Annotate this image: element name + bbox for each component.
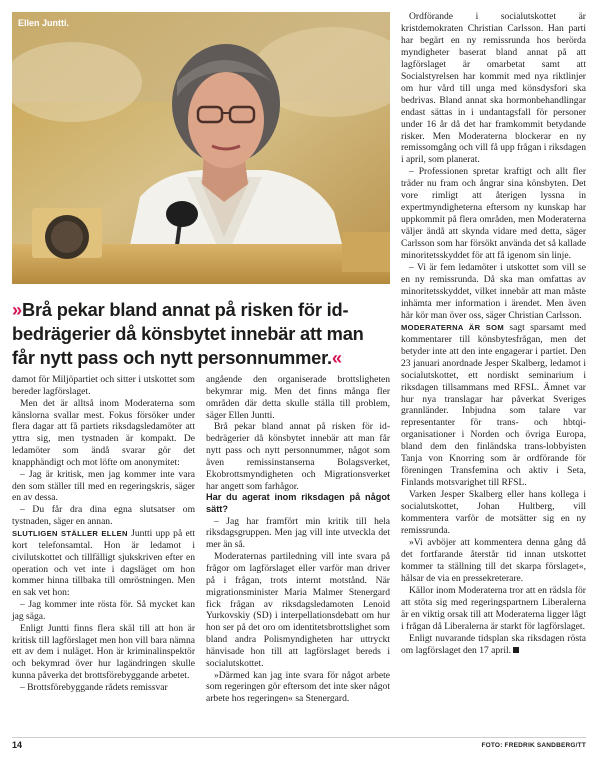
article-paragraph: – Vi är fem ledamöter i utskottet som vill se en ny remissrunda. Då ska man omfattas av minoritetsskyddet, vilket innebär att man måste inhämta mer information i ärendet. Men även här kör man över oss, säger Christian Carlsson.	[401, 262, 586, 321]
article-paragraph: – Du får dra dina egna slutsatser om tystnaden, säger en annan.	[12, 504, 195, 528]
article-column-3	[401, 11, 586, 656]
footer-rule	[12, 737, 586, 738]
paragraph-text: Enligt nuvarande tidsplan ska riksdagen rösta om lagförslaget den 17 april.	[401, 632, 586, 656]
article-paragraph: – Brottsförebyggande rådets remissvar	[20, 681, 168, 693]
article-paragraph: »Vi avböjer att kommentera denna gång då det fortfarande återstår tid innan utskottet kommer ta ställning till det skarpa förslaget«, hälsar de via en pressekreterare.	[401, 536, 586, 584]
article-paragraph: – Jag kommer inte rösta för. Så mycket kan jag säga.	[12, 599, 195, 622]
article-paragraph: Källor inom Moderaterna tror att en rädsla för att stöta sig med regeringspartnern Liberalerna är en viktig orsak till att Moderaterna ligger lågt i frågan då Liberalerna är starkt för lagförslaget.	[401, 584, 586, 632]
article-paragraph: Brå pekar bland annat på risken för id-bedrägerier då könsbytet innebär att man får nytt pass och nytt personnummer, något som även remissinstanserna Bolagsverket, Ekobrottsmyndigheten och Migrationsverket har angett som farhågor.	[206, 421, 390, 492]
article-paragraph: – Jag är kritisk, men jag kommer inte vara den som ställer till med en regeringskris, säger en av dessa.	[12, 468, 195, 504]
paragraph-text: Juntti upp på ett kort telefonsamtal. Hon är ledamot i civilutskottet och tillfälligt sjukskriven efter en operation och vet inte i dagsläget om hon kommer hinna tillbaka till omröstningen. Men en sak vet hon:	[12, 527, 195, 599]
end-mark-icon	[513, 647, 519, 653]
article-paragraph: damot för Miljöpartiet och sitter i utskottet som bereder lagförslaget.	[12, 374, 195, 397]
section-lead-in: SLUTLIGEN STÄLLER ELLEN	[12, 528, 128, 538]
article-paragraph: Moderaternas partiledning vill inte svara på frågor om lagförslaget eller varför man driver på i frågan, trots internt motstånd. När migrationsminister Maria Malmer Stenergard fick frågan av riksdagsledamoten Lenoid Yurkovskiy (SD) i interpellationsdebatt om hur hon ser på det oro om identitetsbrottslighet som bland andra Polismyndigheten har uttryckt hänvisade hon till att lagförslaget bereds i socialutskottet.	[206, 551, 390, 669]
interview-question: Har du agerat inom riksdagen på något sätt?	[206, 492, 390, 515]
section-lead-in: MODERATERNA ÄR SOM	[401, 322, 504, 332]
pull-quote-text: Brå pekar bland annat på risken för id-bedrägerier då könsbytet innebär att man får nytt pass och nytt personnummer.	[12, 299, 364, 368]
photo-caption-tag: Ellen Juntti.	[18, 18, 70, 28]
article-paragraph	[401, 322, 586, 489]
article-column-2	[206, 374, 390, 705]
article-paragraph: »Därmed kan jag inte svara för något arbete som regeringen gör eftersom det inte sker något arbete hos regeringen« sa Stenergard.	[206, 669, 390, 705]
quote-close-mark: «	[331, 347, 342, 368]
paragraph-text: angående den organiserade brottsligheten bekymrar mig. Men det finns många fler områden där detta skulle ställa till problem, säger Ellen Juntti.	[206, 374, 390, 421]
portrait-photo	[12, 12, 390, 284]
page-number: 14	[12, 740, 23, 750]
article-paragraph	[12, 528, 195, 599]
portrait-image	[12, 12, 390, 284]
article-paragraph	[401, 633, 586, 657]
paragraph-text: sagt sparsamt med kommentarer till könsbytesfrågan, men det betyder inte att den inte engagerar i partiet. Den 23 januari anordnade Jesper Skalberg, ledamot i socialutskottet, ett nordiskt seminarium i riksdagen tillsammans med RFSL. Ämnet var hur nya translagar har påverkat Sveriges grannländer. Inbjudna som talare var representanter för trans- och hbtqi-organisationer i Norden och övriga Europa, bland dem den finländska trans-lobbyisten Tanja von Knorring som är ordförande för föreningen Transfemina och aktiv i Seta, Finlands motsvarighet till RFSL.	[401, 321, 586, 489]
article-paragraph: Enligt Juntti finns flera skäl till att hon är kritisk till lagförslaget men hon vill bara nämna ett av dem i nuläget. Hon är kriminalinspektör och bekymrad över hur lagändringen skulle kunna påverka det brottsförebyggande arbetet.	[12, 622, 195, 682]
article-column-1	[12, 374, 195, 694]
article-paragraph: – Professionen spretar kraftigt och allt fler träder nu fram och ångrar sina könsbyten. Det vore rimligt att återigen lyssna in expertmyndigheterna eftersom ny kunskap har uppkommit på flera områden, men Moderaterna väljer ändå att skynda vidare med detta, säger Carlsson som har försökt använda det så kallade minoritetsskyddet för att få igenom sin linje.	[401, 166, 586, 262]
article-paragraph: Ordförande i socialutskottet är kristdemokraten Christian Carlsson. Han parti har begärt en ny remissrunda hos berörda myndigheter baserat bland annat på att lagförslaget är omarbetat samt att Socialstyrelsen har kommit med nya riktlinjer om hur vård till unga med könsdysfori ska bedrivas. Bland annat ska hormonbehandlingar endast sättas in i undantagsfall för personer under 16 år då det har framkommit betydande risker. Men Moderaterna blockerar en ny remissomgång och vill få upp frågan i riksdagen i april, som planerat.	[401, 11, 586, 166]
article-paragraph: – Jag har framfört min kritik till hela riksdagsgruppen. Men jag vill inte utveckla det mer än så.	[206, 515, 390, 551]
pull-quote	[12, 298, 390, 370]
article-paragraph: Men det är alltså inom Moderaterna som känslorna svallar mest. Fokus försöker under flera dagar att få partiets riksdagsledamöter att yttra sig, men tystnaden är kompakt. De ledamöter som ändå svarar gör det knapphändigt och mot löfte om anonymitet:	[12, 397, 195, 468]
quote-open-mark: »	[12, 299, 22, 320]
photo-credit: FOTO: FREDRIK SANDBERG/TT	[481, 742, 586, 749]
article-paragraph	[206, 374, 390, 421]
article-paragraph: Varken Jesper Skalberg eller hans kollega i socialutskottet, Johan Hultberg, vill kommentera varför de motsätter sig en ny remissrunda.	[401, 489, 586, 536]
